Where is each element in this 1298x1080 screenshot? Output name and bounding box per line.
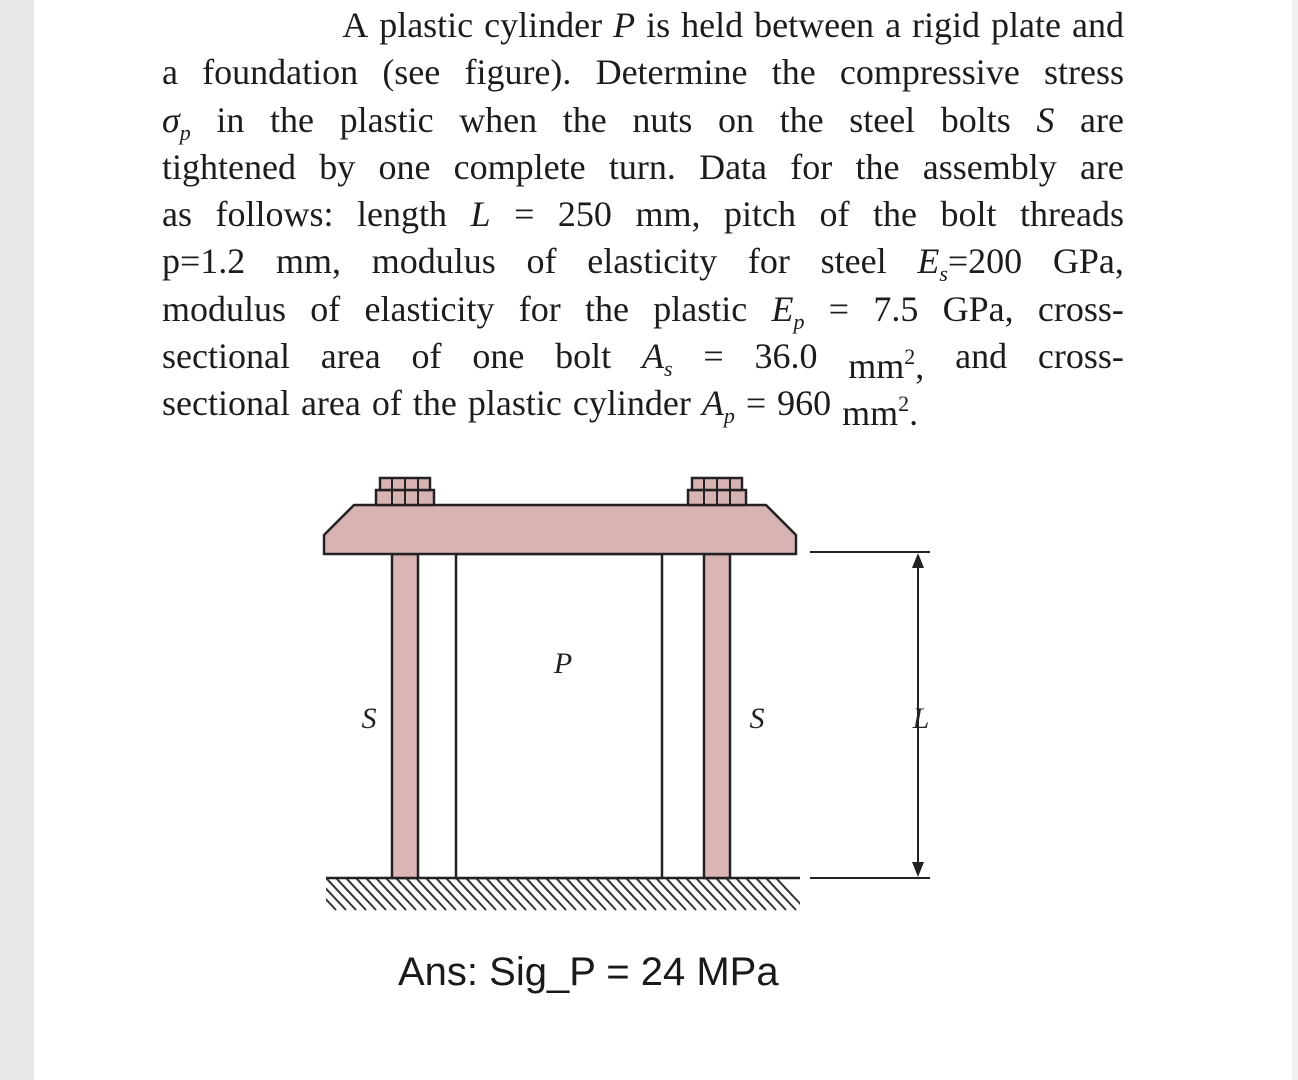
left-gutter	[0, 0, 34, 1080]
bolt-symbol: S	[1036, 99, 1055, 140]
right-bolt	[704, 554, 730, 878]
word: turn.	[608, 146, 676, 187]
word: sectional	[162, 383, 290, 424]
word: of	[819, 194, 850, 235]
word: pitch	[723, 194, 796, 235]
word: =	[745, 383, 767, 424]
area-symbol: A	[701, 383, 724, 424]
label-length: L	[912, 702, 930, 735]
word: the	[562, 99, 607, 140]
word: steel	[849, 99, 916, 140]
word: threads	[1020, 194, 1124, 235]
word: are	[1079, 146, 1124, 187]
word: plastic	[653, 288, 748, 329]
word: stress	[1043, 52, 1124, 93]
word: plate	[991, 5, 1062, 45]
word: by	[319, 146, 356, 187]
word: of	[411, 336, 442, 377]
dimension-arrow-down	[912, 862, 924, 877]
word: plastic	[467, 383, 562, 424]
word: p=1.2	[162, 241, 246, 282]
problem-line-1	[162, 2, 1124, 49]
word: and	[1072, 5, 1124, 45]
word: the	[771, 52, 816, 93]
modulus-symbol: E	[917, 241, 940, 282]
word: of	[526, 241, 557, 282]
word: held	[681, 5, 744, 45]
word: on	[718, 99, 754, 140]
subscript: s	[939, 261, 948, 287]
word: a	[885, 5, 902, 45]
problem-line-8	[162, 333, 1124, 387]
problem-line-7	[162, 286, 1124, 333]
word: and	[955, 336, 1008, 377]
word: GPa,	[942, 288, 1014, 329]
plastic-cylinder	[456, 554, 662, 878]
word: elasticity	[364, 288, 495, 329]
word: of	[310, 288, 341, 329]
word: modulus	[162, 288, 287, 329]
word: mm,	[276, 241, 342, 282]
dimension-arrow-up	[912, 553, 924, 568]
problem-line-3	[162, 97, 1124, 144]
word: when	[459, 99, 538, 140]
word: of	[371, 383, 402, 424]
word: area	[300, 383, 361, 424]
word: compressive	[839, 52, 1020, 93]
problem-statement	[162, 2, 1124, 434]
area-unit	[842, 380, 919, 434]
word: is	[646, 5, 671, 45]
word: 36.0	[754, 336, 818, 377]
modulus-symbol: E	[771, 288, 794, 329]
word: elasticity	[587, 241, 718, 282]
word: for	[518, 288, 561, 329]
word: cross-	[1037, 288, 1124, 329]
word: one	[378, 146, 431, 187]
cylinder-symbol: P	[613, 5, 636, 45]
label-cylinder: P	[553, 647, 573, 680]
word: =	[514, 194, 535, 235]
subscript: p	[723, 403, 735, 429]
word: .	[909, 393, 919, 434]
word: are	[1080, 99, 1124, 140]
word: Determine	[595, 52, 748, 93]
word: the	[412, 383, 457, 424]
cylinder-area	[702, 380, 735, 427]
sigma-glyph: σ	[162, 99, 180, 140]
problem-line-2	[162, 49, 1124, 96]
word: the	[270, 99, 314, 140]
word: figure).	[464, 52, 572, 93]
word: length	[357, 194, 448, 235]
word: Data	[699, 146, 768, 187]
left-nut	[376, 478, 434, 505]
area-symbol: A	[641, 336, 664, 377]
word: =	[828, 288, 850, 329]
word: mm	[848, 346, 905, 387]
word: bolt	[555, 336, 612, 377]
assembly-figure	[140, 462, 960, 932]
area-unit	[848, 333, 925, 387]
problem-line-6	[162, 238, 1124, 285]
word: bolts	[940, 99, 1011, 140]
word: steel	[820, 241, 887, 282]
word: the	[779, 99, 824, 140]
word: between	[754, 5, 875, 45]
right-nut	[688, 478, 746, 505]
word: follows:	[215, 194, 334, 235]
superscript: 2	[904, 344, 916, 370]
word: =200	[947, 241, 1023, 282]
word: one	[472, 336, 525, 377]
word: modulus	[371, 241, 496, 282]
length-symbol: L	[470, 194, 491, 235]
word: =	[703, 336, 724, 377]
word: for	[790, 146, 833, 187]
rigid-plate	[324, 505, 796, 554]
word: plastic	[379, 5, 474, 45]
word: the	[585, 288, 630, 329]
bolt-area	[642, 333, 673, 380]
steel-modulus	[917, 238, 1022, 285]
word: tightened	[162, 146, 296, 187]
label-bolt-right: S	[749, 702, 765, 735]
word: bolt	[940, 194, 997, 235]
word: nuts	[632, 99, 693, 140]
problem-line-5	[162, 191, 1124, 238]
word: mm,	[635, 194, 701, 235]
problem-line-4	[162, 144, 1124, 191]
word: assembly	[922, 146, 1057, 187]
word: plastic	[339, 99, 434, 140]
subscript: p	[793, 308, 805, 334]
problem-line-9	[162, 380, 1124, 434]
word: a	[162, 52, 178, 93]
word: in	[216, 99, 245, 140]
left-bolt	[392, 554, 418, 878]
word: GPa,	[1052, 241, 1124, 282]
right-gutter	[1292, 0, 1298, 1080]
word: (see	[382, 52, 441, 93]
word: rigid	[912, 5, 981, 45]
plastic-modulus	[772, 286, 805, 333]
subscript: s	[663, 356, 673, 382]
word: as	[162, 194, 192, 235]
word: cross-	[1037, 336, 1124, 377]
word: 960	[777, 383, 832, 424]
stress-symbol	[162, 97, 191, 144]
word: ,	[915, 346, 925, 387]
foundation-hatching	[306, 878, 806, 910]
superscript: 2	[898, 391, 910, 417]
word: 250	[557, 194, 612, 235]
word: A	[342, 5, 369, 45]
label-bolt-left: S	[361, 702, 377, 735]
word: sectional	[162, 336, 290, 377]
word: 7.5	[873, 288, 919, 329]
word: mm	[842, 393, 899, 434]
word: complete	[453, 146, 586, 187]
word: cylinder	[484, 5, 603, 45]
answer-text: Ans: Sig_P = 24 MPa	[398, 950, 779, 994]
word: for	[747, 241, 790, 282]
word: cylinder	[572, 383, 691, 424]
word: area	[320, 336, 381, 377]
assembly-diagram	[140, 462, 960, 932]
word: the	[855, 146, 900, 187]
word: foundation	[202, 52, 359, 93]
word: the	[872, 194, 917, 235]
subscript: p	[179, 119, 191, 145]
